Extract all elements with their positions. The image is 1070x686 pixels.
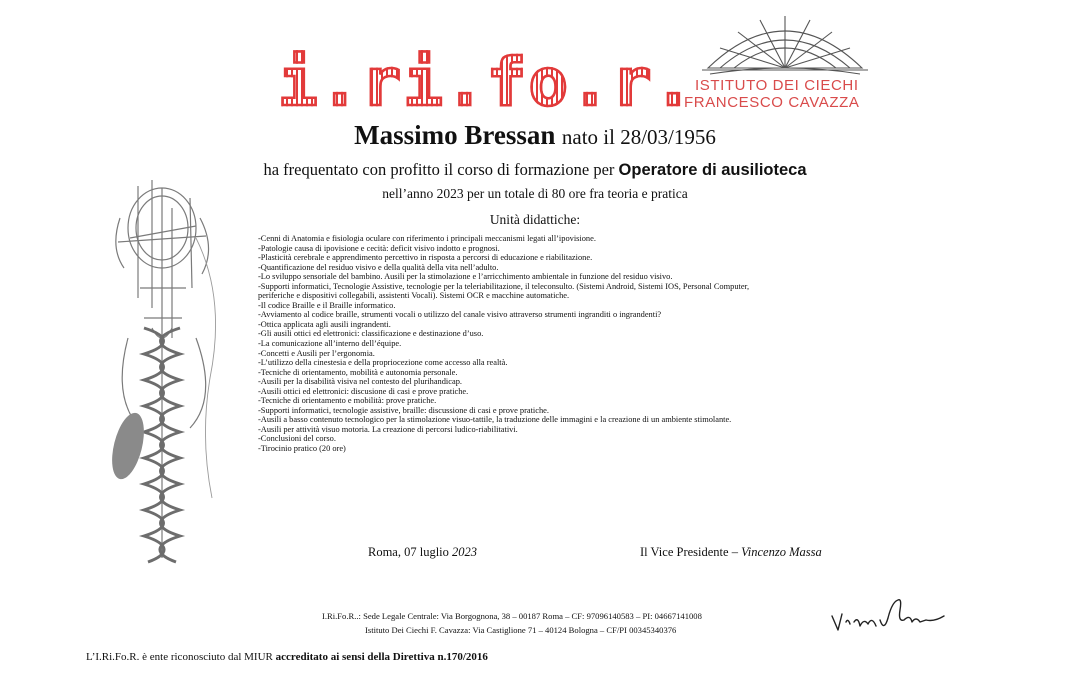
legal-address-line: I.Ri.Fo.R..: Sede Legale Centrale: Via Borgognona, 38 – 00187 Roma – CF: 97096140583 – PI: 04667141008 (322, 611, 702, 621)
list-item: -Cenni di Anatomia e fisiologia oculare con riferimento i principali meccanismi legati all’ipovisione. (258, 234, 596, 243)
list-item: -Supporti informatici, Tecnologie Assistive, tecnologie per la teleriabilitazione, il teleconsulto. (Sistemi Android, Sistemi IOS, Personal Computer, (258, 281, 750, 291)
recipient-line (0, 120, 1070, 151)
course-line (0, 160, 1070, 180)
list-item: -Conclusioni del corso. (258, 434, 336, 444)
list-item: -Tecniche di orientamento e mobilità: prove pratiche. (258, 396, 437, 406)
list-item: -Ausili per la disabilità visiva nel contesto del plurihandicap. (258, 377, 462, 387)
recipient-name: Massimo Bressan (354, 120, 556, 150)
miur-text: L’I.Ri.Fo.R. è ente riconosciuto dal MIUR (86, 651, 276, 663)
list-item: -Quantificazione del residuo visivo e della qualità della vita nell’adulto. (258, 262, 499, 272)
handwritten-signature (828, 592, 948, 640)
list-item: -Ausili per attività visuo motoria. La creazione di percorsi ludico-riabilitativi. (258, 424, 518, 434)
institute-name-line1: ISTITUTO DEI CIECHI (695, 77, 859, 94)
list-item: -Plasticità cerebrale e apprendimento percettivo in risposta a percorsi di educazione e riabilitazione. (258, 253, 593, 263)
vp-role: Il Vice Presidente – (640, 545, 742, 559)
list-item: -Supporti informatici, tecnologie assistive, braille: discussione di casi e prove pratiche. (258, 405, 549, 415)
list-item: -Il codice Braille e il Braille informatico. (258, 300, 396, 310)
irifor-logo: i.ri.fo.r. (278, 44, 696, 121)
miur-directive: accreditato ai sensi della Direttiva n.170/2016 (275, 651, 488, 663)
list-item: -Ottica applicata agli ausili ingrandenti. (258, 319, 391, 329)
birth-date-text: nato il 28/03/1956 (561, 125, 716, 149)
course-intro: ha frequentato con profitto il corso di formazione per (263, 160, 615, 179)
list-item: -Lo sviluppo sensoriale del bambino. Ausili per la stimolazione e l’arricchimento ambientale in funzione del residuo visivo. (258, 272, 673, 282)
list-item: -Tecniche di orientamento, mobilità e autonomia personale. (258, 367, 458, 377)
list-item: -Gli ausili ottici ed elettronici: classificazione e destinazione d’uso. (258, 329, 484, 339)
list-item: -Avviamento al codice braille, strumenti vocali o utilizzo del canale visivo attraverso strumenti ingranditi o ingrandenti? (258, 310, 662, 320)
place-text: Roma, 07 luglio (368, 545, 453, 559)
vice-president-line (640, 545, 822, 560)
course-title: Operatore di ausilioteca (618, 161, 807, 179)
list-item: -Concetti e Ausili per l’ergonomia. (258, 348, 375, 358)
institute-address-line: Istituto Dei Ciechi F. Cavazza: Via Castiglione 71 – 40124 Bologna – CF/PI 00345340376 (365, 625, 677, 635)
list-item: -Ausili ottici ed elettronici: discusione di casi e prove pratiche. (258, 386, 469, 396)
year-hours-line: nell’anno 2023 per un totale di 80 ore fra teoria e pratica (382, 186, 688, 201)
topics-list (258, 234, 898, 454)
institute-name-line2: FRANCESCO CAVAZZA (684, 94, 860, 111)
list-item: -Patologie causa di ipovisione e cecità: deficit visivo indotto e prognosi. (258, 243, 500, 253)
list-item: -L’utilizzo della cinestesia e della propriocezione come accesso alla realtà. (258, 358, 508, 368)
list-item: -Ausili a basso contenuto tecnologico per la stimolazione visuo-tattile, la traduzione delle immagini e la creazione di un ambiente stimolante. (258, 415, 732, 425)
shell-emblem-icon (700, 6, 870, 76)
miur-accreditation (86, 651, 488, 663)
list-item: -La comunicazione all’interno dell’équipe. (258, 339, 402, 349)
list-item: -Tirocinio pratico (20 ore) (258, 444, 346, 454)
list-item: periferiche e dispositivi collegabili, assistenti Vocali). Sistemi OCR e macchine automatiche. (258, 291, 570, 301)
vp-name: Vincenzo Massa (741, 545, 822, 559)
braille-apparatus-illustration (100, 178, 240, 568)
place-date (368, 545, 477, 560)
units-heading: Unità didattiche: (489, 212, 581, 227)
date-year: 2023 (452, 545, 478, 559)
